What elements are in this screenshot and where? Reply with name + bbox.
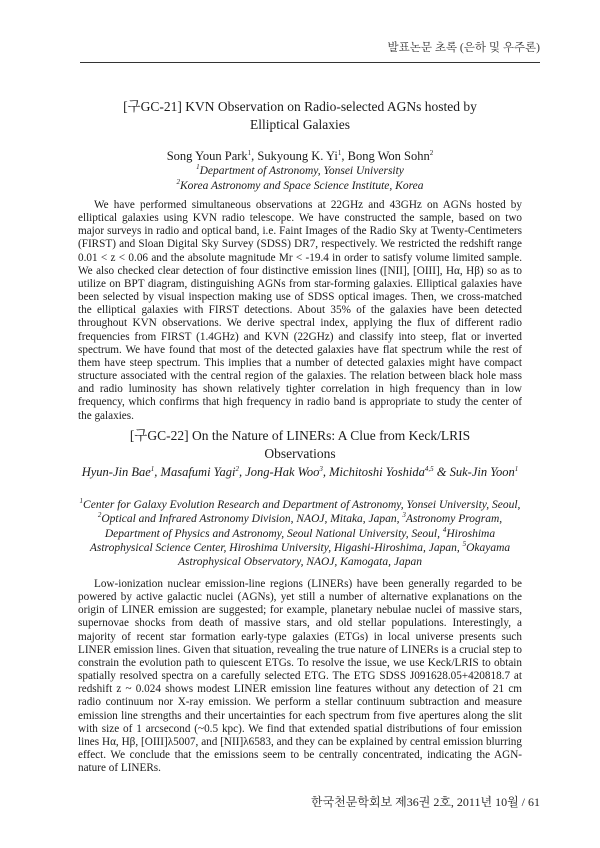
author: Masafumi Yagi$^2$,	[160, 464, 246, 479]
author: Suk-Jin Yoon$^1$	[449, 464, 519, 479]
abstract-2-authors	[78, 464, 522, 480]
affiliation: $^1$Center for Galaxy Evolution Research and Department of Astronomy, Yonsei University, Seoul,	[79, 497, 521, 511]
abstract-1-title-line1: [구GC-21] KVN Observation on Radio-selected AGNs hosted by	[123, 99, 477, 114]
author: Hyun-Jin Bae$^1$,	[81, 464, 161, 479]
running-header: 발표논문 초록 (은하 및 우주론)	[387, 42, 540, 54]
header-rule	[80, 62, 540, 63]
affiliation: $^3$Astronomy Program, Department of Physics and Astronomy, Seoul National University, Seoul,	[104, 511, 503, 540]
affiliation: $^4$Hiroshima Astrophysical Science Center, Hiroshima University, Higashi-Hiroshima, Japan,	[89, 525, 496, 554]
abstract-1-authors	[78, 148, 522, 164]
affiliation: $^2$Korea Astronomy and Space Science Institute, Korea	[176, 178, 424, 192]
author: Song Youn Park$^1$,	[166, 148, 258, 163]
author: Jong-Hak Woo$^3$,	[245, 464, 330, 479]
abstract-1-title	[78, 98, 522, 134]
abstract-2-title-line2: Observations	[264, 446, 336, 461]
abstract-1-title-line2: Elliptical Galaxies	[249, 117, 351, 132]
affiliation: $^1$Department of Astronomy, Yonsei University	[196, 163, 404, 177]
abstract-2-affiliations	[78, 498, 522, 569]
author: Sukyoung K. Yi$^1$,	[257, 148, 348, 163]
abstract-2-title	[78, 427, 522, 463]
author: Michitoshi Yoshida$^{4,5}$ &	[329, 464, 450, 479]
abstract-1-body: We have performed simultaneous observations at 22GHz and 43GHz on AGNs hosted by elliptical galaxies using KVN radio telescope. We have constructed the sample, based on two major surveys in radio and optical band, i.e. Faint Images of the Radio Sky at Twenty-Centimeters (FIRST) and Sloan Digital Sky Survey (SDSS) DR7, respectively. We restricted the redshift range 0.01 < z < 0.06 and the absolute magnitude Mr < -19.4 in order to satisfy volume limited sample. We also checked clear detection of four distinctive emission lines ([NII], [OIII], Hα, Hβ) so as to utilize on BPT diagram, distinguishing AGNs from star-forming galaxies. Elliptical galaxies have been selected by visual inspection making use of SDSS optical images. Then, we cross-matched the elliptical galaxies with FIRST detections. About 35% of the galaxies have been detected throughout KVN observations. We derive spectral index, applying the flux of different radio frequencies from FIRST (1.4GHz) and KVN (22GHz) and classify into steep, flat or inverted spectrum. We have found that most of the detected galaxies have flat spectrum while the rest of them have steep spectrum. This implies that a number of detected galaxies might have compact structure associated with the central region of the galaxies. The relation between black hole mass and radio luminosity has shown relatively tighter correlation in high frequency than in low frequency, which confirms that high frequency in radio band is appropriate to study the center of the galaxies.	[78, 199, 522, 422]
author: Bong Won Sohn$^2$	[347, 148, 434, 163]
page-footer: 한국천문학회보 제36권 2호, 2011년 10월 / 61	[311, 795, 540, 809]
abstract-2-body: Low-ionization nuclear emission-line regions (LINERs) have been generally regarded to be powered by active galactic nuclei (AGNs), yet still a number of alternative explanations on the origin of LINER emission are suggested; for example, planetary nebulae nuclei of massive stars, supernovae shocks from death of massive stars, and old stellar populations. Interestingly, a majority of recent star formation early-type galaxies (ETGs) in local universe presents such LINER emission lines. Given that situation, revealing the true nature of LINERs is a crucial step to constrain the evolution path to quiescent ETGs. To resolve the issue, we use Keck/LRIS to obtain spatially resolved spectra on a carefully selected ETG. The ETG SDSS J091628.05+420818.7 at redshift z ~ 0.024 shows modest LINER emission line features without any detection of 21 cm radio continuum nor X-ray emission. We perform a stellar continuum subtraction and measure emission line strengths and their uncertainties for each spectrum from five apertures along the slit with size of 1 arcsecond (~0.5 kpc). We find that extended spatial distributions of four emission lines Hα, Hβ, [OIII]λ5007, and [NII]λ6583, and they can be explained by central emission blurring effect. We conclude that the emissions seem to be centrally concentrated, indicating the AGN-nature of LINERs.	[78, 578, 522, 775]
abstract-2-title-line1: [구GC-22] On the Nature of LINERs: A Clue from Keck/LRIS	[129, 428, 471, 443]
affiliation: $^5$Okayama Astrophysical Observatory, NAOJ, Kamogata, Japan	[178, 540, 511, 569]
abstract-1-affiliations	[78, 164, 522, 194]
affiliation: $^2$Optical and Infrared Astronomy Division, NAOJ, Mitaka, Japan,	[97, 511, 403, 526]
